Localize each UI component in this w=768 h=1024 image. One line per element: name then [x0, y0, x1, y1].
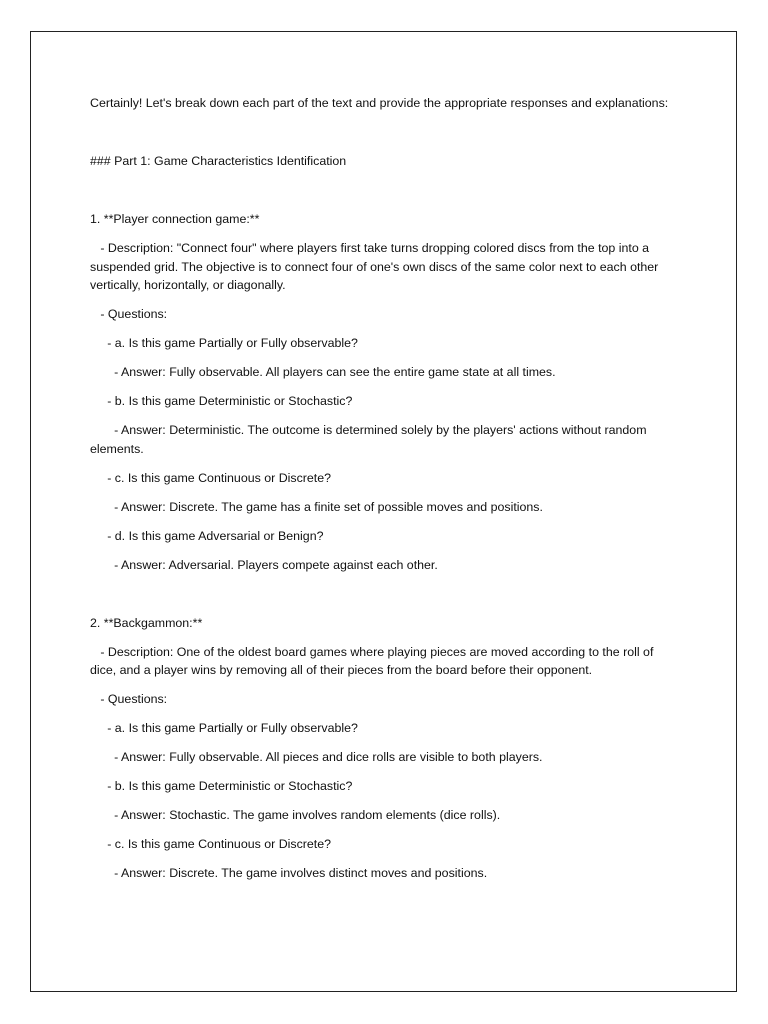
- document-page: [30, 31, 737, 992]
- intro-paragraph: Certainly! Let's break down each part of the text and provide the appropriate responses and explanations:: [90, 96, 669, 110]
- game1-questions-label: - Questions:: [90, 307, 168, 321]
- game2-answer-b: - Answer: Stochastic. The game involves random elements (dice rolls).: [90, 808, 501, 822]
- game1-description: - Description: "Connect four" where players first take turns dropping colored discs from the top into a suspended grid. The objective is to connect four of one's own discs of the same color next to each other vertically, horizontally, or diagonally.: [90, 241, 662, 292]
- game2-question-c: - c. Is this game Continuous or Discrete?: [90, 837, 332, 851]
- game1-title: 1. **Player connection game:**: [90, 212, 260, 226]
- game1-question-b: - b. Is this game Deterministic or Stochastic?: [90, 394, 353, 408]
- game2-question-b: - b. Is this game Deterministic or Stochastic?: [90, 779, 353, 793]
- game2-question-a: - a. Is this game Partially or Fully observable?: [90, 721, 358, 735]
- game1-answer-d: - Answer: Adversarial. Players compete against each other.: [90, 557, 438, 572]
- game2-title: 2. **Backgammon:**: [90, 615, 203, 630]
- game1-question-a: - a. Is this game Partially or Fully observable?: [90, 336, 358, 350]
- game1-answer-c: - Answer: Discrete. The game has a finite set of possible moves and positions.: [90, 499, 543, 514]
- game2-answer-c: - Answer: Discrete. The game involves distinct moves and positions.: [90, 866, 488, 880]
- game1-answer-a: - Answer: Fully observable. All players can see the entire game state at all times.: [90, 365, 556, 379]
- game1-question-c: - c. Is this game Continuous or Discrete?: [90, 470, 332, 485]
- game1-question-d: - d. Is this game Adversarial or Benign?: [90, 528, 324, 543]
- game2-answer-a: - Answer: Fully observable. All pieces and dice rolls are visible to both players.: [90, 750, 543, 764]
- game2-questions-label: - Questions:: [90, 692, 168, 706]
- part1-heading: ### Part 1: Game Characteristics Identification: [90, 154, 347, 168]
- document-body: [90, 94, 680, 883]
- game2-description: - Description: One of the oldest board games where playing pieces are moved according to the roll of dice, and a player wins by removing all of their pieces from the board before their opponent.: [90, 644, 657, 677]
- game1-answer-b: - Answer: Deterministic. The outcome is determined solely by the players' actions without random elements.: [90, 423, 650, 456]
